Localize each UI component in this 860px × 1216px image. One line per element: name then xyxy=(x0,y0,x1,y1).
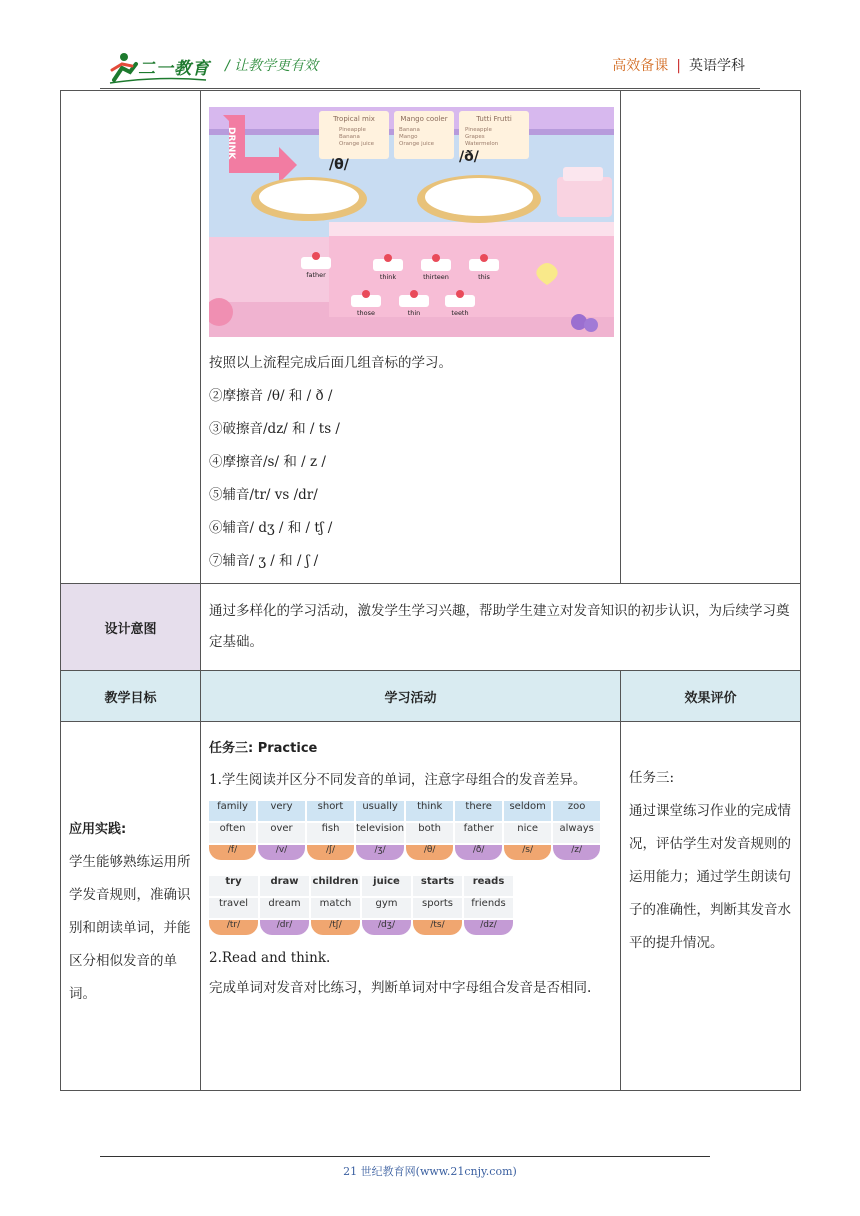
phonetic-line: ④摩擦音/s/ 和 / z / xyxy=(209,454,326,470)
phonetic-line: ⑥辅音/ dʒ / 和 / tʃ / xyxy=(209,520,333,536)
word-cell: nice xyxy=(504,823,551,843)
svg-text:thin: thin xyxy=(407,309,421,317)
menu-item: Watermelon xyxy=(465,141,499,147)
footer-rule xyxy=(100,1156,710,1157)
word-row-2 xyxy=(209,823,600,843)
evaluation-text: 通过课堂练习作业的完成情况，评估学生对发音规则的运用能力；通过学生朗读句子的准确性，判断其发音水平的提升情况。 xyxy=(629,803,791,951)
table-row xyxy=(61,91,801,584)
phonetic-cell: /θ/ xyxy=(406,845,453,860)
word-row-2 xyxy=(209,898,513,918)
menu-item: Banana xyxy=(399,127,420,133)
menu-board-2 xyxy=(394,111,454,159)
word-cell: friends xyxy=(464,898,513,918)
menu-item: Pineapple xyxy=(465,127,492,133)
phonetic-line: ⑤辅音/tr/ vs /dr/ xyxy=(209,487,318,503)
table-row xyxy=(61,584,801,671)
evaluation-cell xyxy=(621,722,801,1091)
word-row-1 xyxy=(209,801,600,821)
task-paragraph-2: 2.Read and think. xyxy=(209,950,331,966)
word-cell: travel xyxy=(209,898,258,918)
word-cell: usually xyxy=(356,801,404,821)
col-header-evaluation: 效果评价 xyxy=(621,671,801,722)
word-cell: dream xyxy=(260,898,309,918)
lesson-table xyxy=(60,90,801,1091)
phonetic-cell: /tʃ/ xyxy=(311,920,360,935)
phonetic-cell: /ts/ xyxy=(413,920,462,935)
word-cell: short xyxy=(307,801,354,821)
goal-title: 应用实践: xyxy=(69,822,127,837)
phonetic-row xyxy=(209,845,600,860)
header-rule xyxy=(100,88,760,89)
design-intent-text: 通过多样化的学习活动，激发学生学习兴趣，帮助学生建立对发音知识的初步认识，为后续学习奠定基础。 xyxy=(201,584,801,671)
word-cell: reads xyxy=(464,876,513,896)
activity-cell xyxy=(201,91,621,584)
phonetic-cell: /ʃ/ xyxy=(307,845,354,860)
phonetic-cell: /ð/ xyxy=(455,845,502,860)
goal-text: 学生能够熟练运用所学发音规则，准确识别和朗读单词，并能区分相似发音的单词。 xyxy=(69,854,191,1002)
header-separator: | xyxy=(676,58,681,74)
task-paragraph-1: 1.学生阅读并区分不同发音的单词，注意字母组合的发音差异。 xyxy=(209,772,587,788)
word-cell: match xyxy=(311,898,360,918)
word-cell: fish xyxy=(307,823,354,843)
word-cell: often xyxy=(209,823,256,843)
phonetic-cell: /tr/ xyxy=(209,920,258,935)
header-tag-prep: 高效备课 xyxy=(612,58,669,74)
phonetic-cell: /dr/ xyxy=(260,920,309,935)
word-cell: starts xyxy=(413,876,462,896)
svg-text:think: think xyxy=(379,273,397,281)
footer-text: 21 世纪教育网(www.21cnjy.com) xyxy=(343,1165,517,1178)
menu-item: Grapes xyxy=(465,134,485,140)
word-cell: sports xyxy=(413,898,462,918)
page-header xyxy=(100,44,760,90)
slogan: / 让教学更有效 xyxy=(225,58,319,74)
phonetic-line: ⑦辅音/ ʒ / 和 / ʃ / xyxy=(209,553,319,569)
svg-text:father: father xyxy=(306,271,326,279)
word-cell: television xyxy=(356,823,404,843)
word-cell: father xyxy=(455,823,502,843)
word-cell: try xyxy=(209,876,258,896)
word-cell: children xyxy=(311,876,360,896)
svg-text:those: those xyxy=(356,309,376,317)
menu-title-3: Tutti Frutti xyxy=(476,115,512,123)
phonetic-cell: /z/ xyxy=(553,845,600,860)
phonics-table-1 xyxy=(207,799,602,862)
design-intent-label: 设计意图 xyxy=(61,584,201,671)
word-cell: juice xyxy=(362,876,411,896)
word-cell: there xyxy=(455,801,502,821)
goal-cell xyxy=(61,722,201,1091)
menu-item: Banana xyxy=(339,134,360,140)
word-cell: family xyxy=(209,801,256,821)
table-row xyxy=(61,671,801,722)
plate-right-phonetic: /ð/ xyxy=(459,149,479,165)
phonics-table-2 xyxy=(207,874,515,937)
header-tag-subject: 英语学科 xyxy=(689,58,745,74)
word-cell: very xyxy=(258,801,305,821)
col-header-goal: 教学目标 xyxy=(61,671,201,722)
phonetic-row xyxy=(209,920,513,935)
menu-title-1: Tropical mix xyxy=(333,115,375,123)
word-cell: both xyxy=(406,823,453,843)
svg-text:thirteen: thirteen xyxy=(423,273,449,281)
word-cell: draw xyxy=(260,876,309,896)
plate-left-phonetic: /θ/ xyxy=(329,157,349,173)
word-cell: zoo xyxy=(553,801,600,821)
svg-text:this: this xyxy=(478,273,490,281)
word-cell: think xyxy=(406,801,453,821)
table-row xyxy=(61,722,801,1091)
drink-sign-text: DRINK xyxy=(226,127,236,160)
empty-cell xyxy=(61,91,201,584)
menu-item: Orange juice xyxy=(339,141,375,147)
menu-item: Mango xyxy=(399,134,418,140)
logo-text: 二一教育 xyxy=(138,59,210,79)
col-header-activity: 学习活动 xyxy=(201,671,621,722)
phonetic-cell: /s/ xyxy=(504,845,551,860)
word-cell: seldom xyxy=(504,801,551,821)
phonetic-cell: /ʒ/ xyxy=(356,845,404,860)
menu-item: Orange juice xyxy=(399,141,435,147)
phonetic-line: ③破擦音/dz/ 和 / ts / xyxy=(209,421,340,437)
empty-cell xyxy=(621,91,801,584)
instruction-line: 按照以上流程完成后面几组音标的学习。 xyxy=(209,355,452,371)
practice-cell xyxy=(201,722,621,1091)
phonetic-cell: /dz/ xyxy=(464,920,513,935)
phonetic-cell: /dʒ/ xyxy=(362,920,411,935)
evaluation-title: 任务三: xyxy=(629,770,675,786)
word-cell: always xyxy=(553,823,600,843)
phonetic-cell: /f/ xyxy=(209,845,256,860)
task-title: 任务三: Practice xyxy=(209,741,318,756)
phonetic-cell: /v/ xyxy=(258,845,305,860)
menu-title-2: Mango cooler xyxy=(400,115,448,123)
word-cell: gym xyxy=(362,898,411,918)
phonetic-line: ②摩擦音 /θ/ 和 / ð / xyxy=(209,388,333,404)
word-row-1 xyxy=(209,876,513,896)
menu-board-1 xyxy=(319,111,389,159)
word-cell: over xyxy=(258,823,305,843)
svg-text:teeth: teeth xyxy=(451,309,469,317)
phonics-game-illustration xyxy=(209,107,614,337)
menu-item: Pineapple xyxy=(339,127,366,133)
task-paragraph-3: 完成单词对发音对比练习，判断单词对中字母组合发音是否相同. xyxy=(209,980,592,996)
header-tags xyxy=(612,55,745,75)
